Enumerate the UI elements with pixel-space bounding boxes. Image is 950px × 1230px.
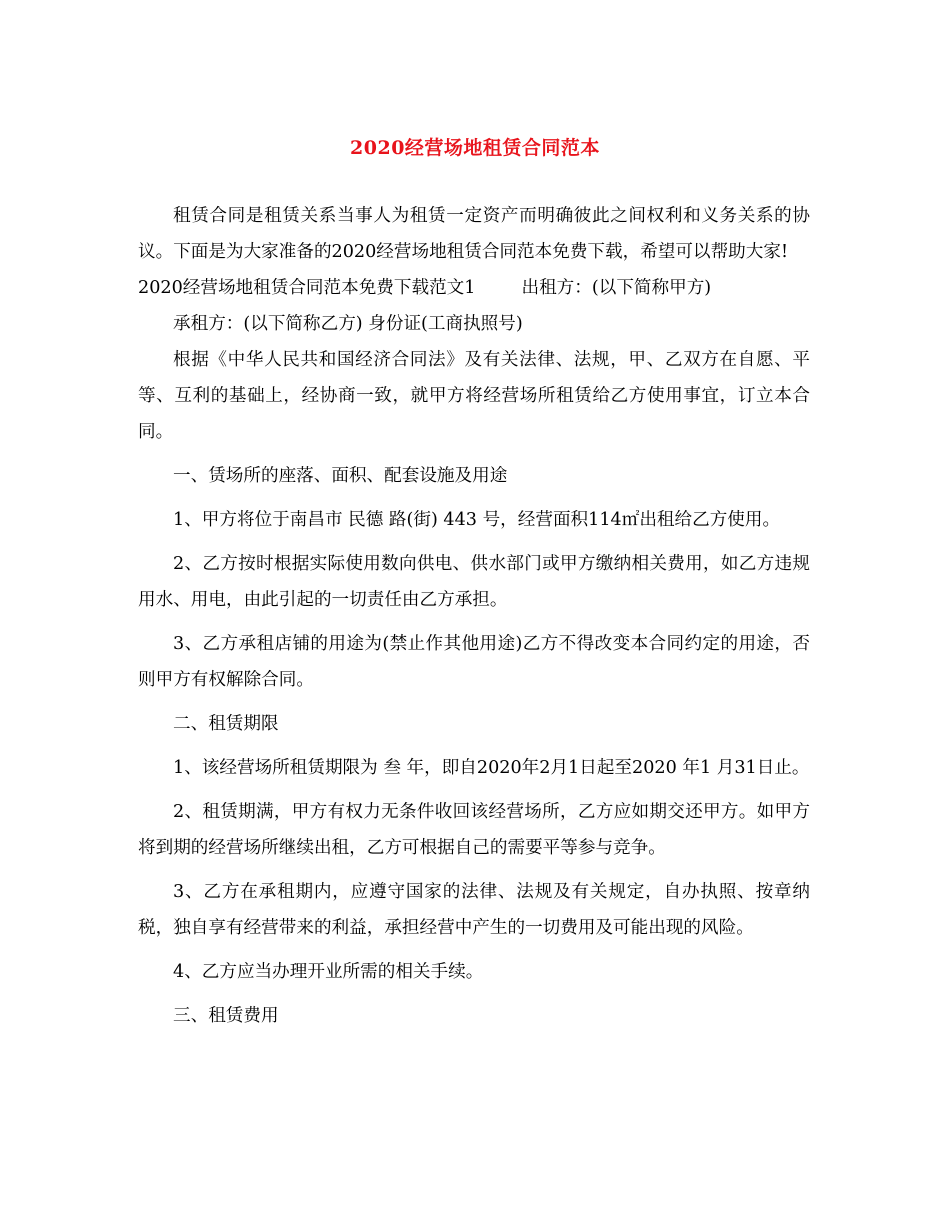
- clause-2-3: 3、乙方在承租期内，应遵守国家的法律、法规及有关规定，自办执照、按章纳税，独自享有经营带来的利益，承担经营中产生的一切费用及可能出现的风险。: [138, 882, 810, 938]
- spacer: [138, 494, 810, 502]
- paragraph-lessee: 承租方：(以下简称乙方) 身份证(工商执照号): [173, 314, 523, 334]
- spacer: [138, 866, 810, 874]
- paragraph-intro: 租赁合同是租赁关系当事人为租赁一定资产而明确彼此之间权利和义务关系的协议。下面是为大家准备的2020经营场地租赁合同范本免费下载，希望可以帮助大家!: [138, 206, 810, 262]
- clause-1-3: 3、乙方承租店铺的用途为(禁止作其他用途)乙方不得改变本合同约定的用途，否则甲方有权解除合同。: [138, 634, 810, 690]
- section-heading-3: 三、租赁费用: [173, 1006, 279, 1026]
- spacer: [138, 698, 810, 706]
- spacer: [138, 990, 810, 998]
- spacer: [138, 946, 810, 954]
- sample-heading-line: [138, 270, 810, 306]
- clause-2-4: 4、乙方应当办理开业所需的相关手续。: [173, 962, 484, 982]
- paragraph-basis: 根据《中华人民共和国经济合同法》及有关法律、法规，甲、乙双方在自愿、平等、互利的基础上，经协商一致，就甲方将经营场所租赁给乙方使用事宜，订立本合同。: [138, 350, 810, 442]
- spacer: [138, 618, 810, 626]
- document-title: 2020经营场地租赁合同范本: [350, 137, 600, 159]
- spacer: [138, 742, 810, 750]
- clause-2-2: 2、租赁期满，甲方有权力无条件收回该经营场所，乙方应如期交还甲方。如甲方将到期的经营场所继续出租，乙方可根据自己的需要平等参与竞争。: [138, 802, 810, 858]
- clause-2-1: 1、该经营场所租赁期限为 叁 年，即自2020年2月1日起至2020 年1 月31日止。: [173, 758, 810, 778]
- clause-1-2: 2、乙方按时根据实际使用数向供电、供水部门或甲方缴纳相关费用，如乙方违规用水、用电，由此引起的一切责任由乙方承担。: [138, 554, 810, 610]
- spacer: [138, 450, 810, 458]
- section-heading-1: 一、赁场所的座落、面积、配套设施及用途: [173, 466, 508, 486]
- spacer: [138, 786, 810, 794]
- clause-1-1: 1、甲方将位于南昌市 民德 路(街) 443 号，经营面积114㎡出租给乙方使用。: [173, 510, 781, 530]
- document-body: [138, 198, 810, 1034]
- sample-heading-text: 2020经营场地租赁合同范本免费下载范文1: [138, 278, 476, 298]
- section-heading-2: 二、租赁期限: [173, 714, 279, 734]
- spacer: [138, 538, 810, 546]
- lessor-label: 出租方：(以下简称甲方): [521, 278, 712, 298]
